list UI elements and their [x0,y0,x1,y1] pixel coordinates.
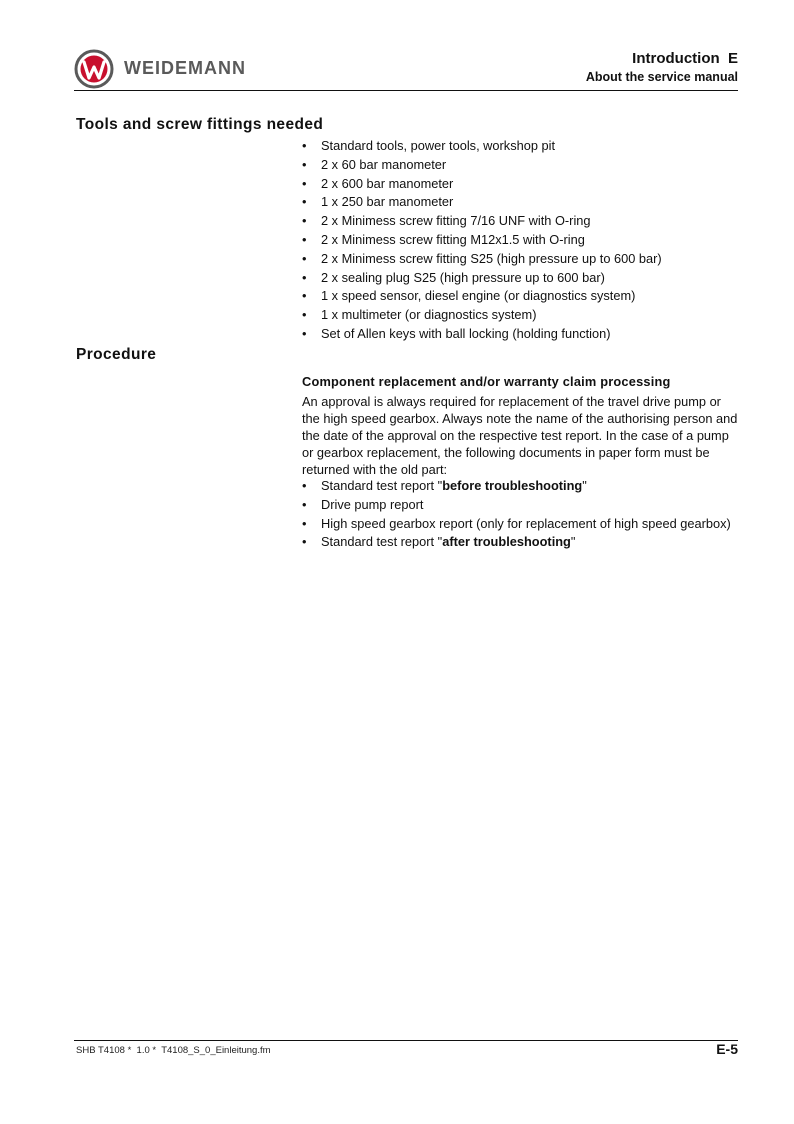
list-item: • Drive pump report [302,496,742,515]
bullet: • [302,288,307,304]
footer-divider [74,1040,738,1041]
procedure-heading: Procedure [76,346,157,363]
list-item: • 2 x sealing plug S25 (high pressure up to 600 bar) [302,269,742,288]
list-item: • High speed gearbox report (only for replacement of high speed gearbox) [302,515,742,534]
list-item: • 2 x Minimess screw fitting M12x1.5 with O-ring [302,231,742,250]
bullet: • [302,515,307,531]
bullet: • [302,194,307,210]
chapter-title: Introduction E [632,50,738,67]
list-item: • 1 x speed sensor, diesel engine (or diagnostics system) [302,287,742,306]
bullet: • [302,138,307,153]
tools-heading: Tools and screw fittings needed [76,116,324,133]
list-item: • 2 x 600 bar manometer [302,175,742,194]
list-item: • Standard test report "before troubleshooting" [302,477,742,496]
chapter-subtitle: About the service manual [585,70,738,84]
bullet: • [302,496,307,512]
procedure-paragraph: An approval is always required for replacement of the travel drive pump or the high speed gearbox. Always note the name of the authorising person and the date of the approval on the respective test report. In the case of a pump or gearbox replacement, the following documents in paper form must be returned with the old part: [302,394,738,477]
list-item: • Standard tools, power tools, workshop pit [302,137,742,156]
documents-list [302,477,742,552]
list-item: • 1 x 250 bar manometer [302,193,742,212]
bullet: • [302,231,307,247]
bullet: • [302,307,307,323]
footer-document-id: SHB T4108 * 1.0 * T4108_S_0_Einleitung.fm [76,1045,271,1056]
list-item: • 2 x Minimess screw fitting S25 (high pressure up to 600 bar) [302,250,742,269]
list-item: • 1 x multimeter (or diagnostics system) [302,306,742,325]
bullet: • [302,534,307,550]
list-item: • 2 x 60 bar manometer [302,156,742,175]
header-divider [74,90,738,91]
bullet: • [302,325,307,341]
bullet: • [302,478,307,493]
procedure-subheading: Component replacement and/or warranty claim processing [302,374,671,389]
weidemann-logo-icon [74,49,114,89]
bullet: • [302,156,307,172]
bullet: • [302,269,307,285]
bullet: • [302,175,307,191]
brand-name: WEIDEMANN [124,58,246,78]
page-number: E-5 [716,1041,738,1057]
bullet: • [302,213,307,229]
list-item: • 2 x Minimess screw fitting 7/16 UNF with O-ring [302,212,742,231]
bullet: • [302,250,307,266]
list-item: • Standard test report "after troubleshooting" [302,533,742,552]
tools-list [302,137,742,344]
list-item: • Set of Allen keys with ball locking (holding function) [302,325,742,344]
